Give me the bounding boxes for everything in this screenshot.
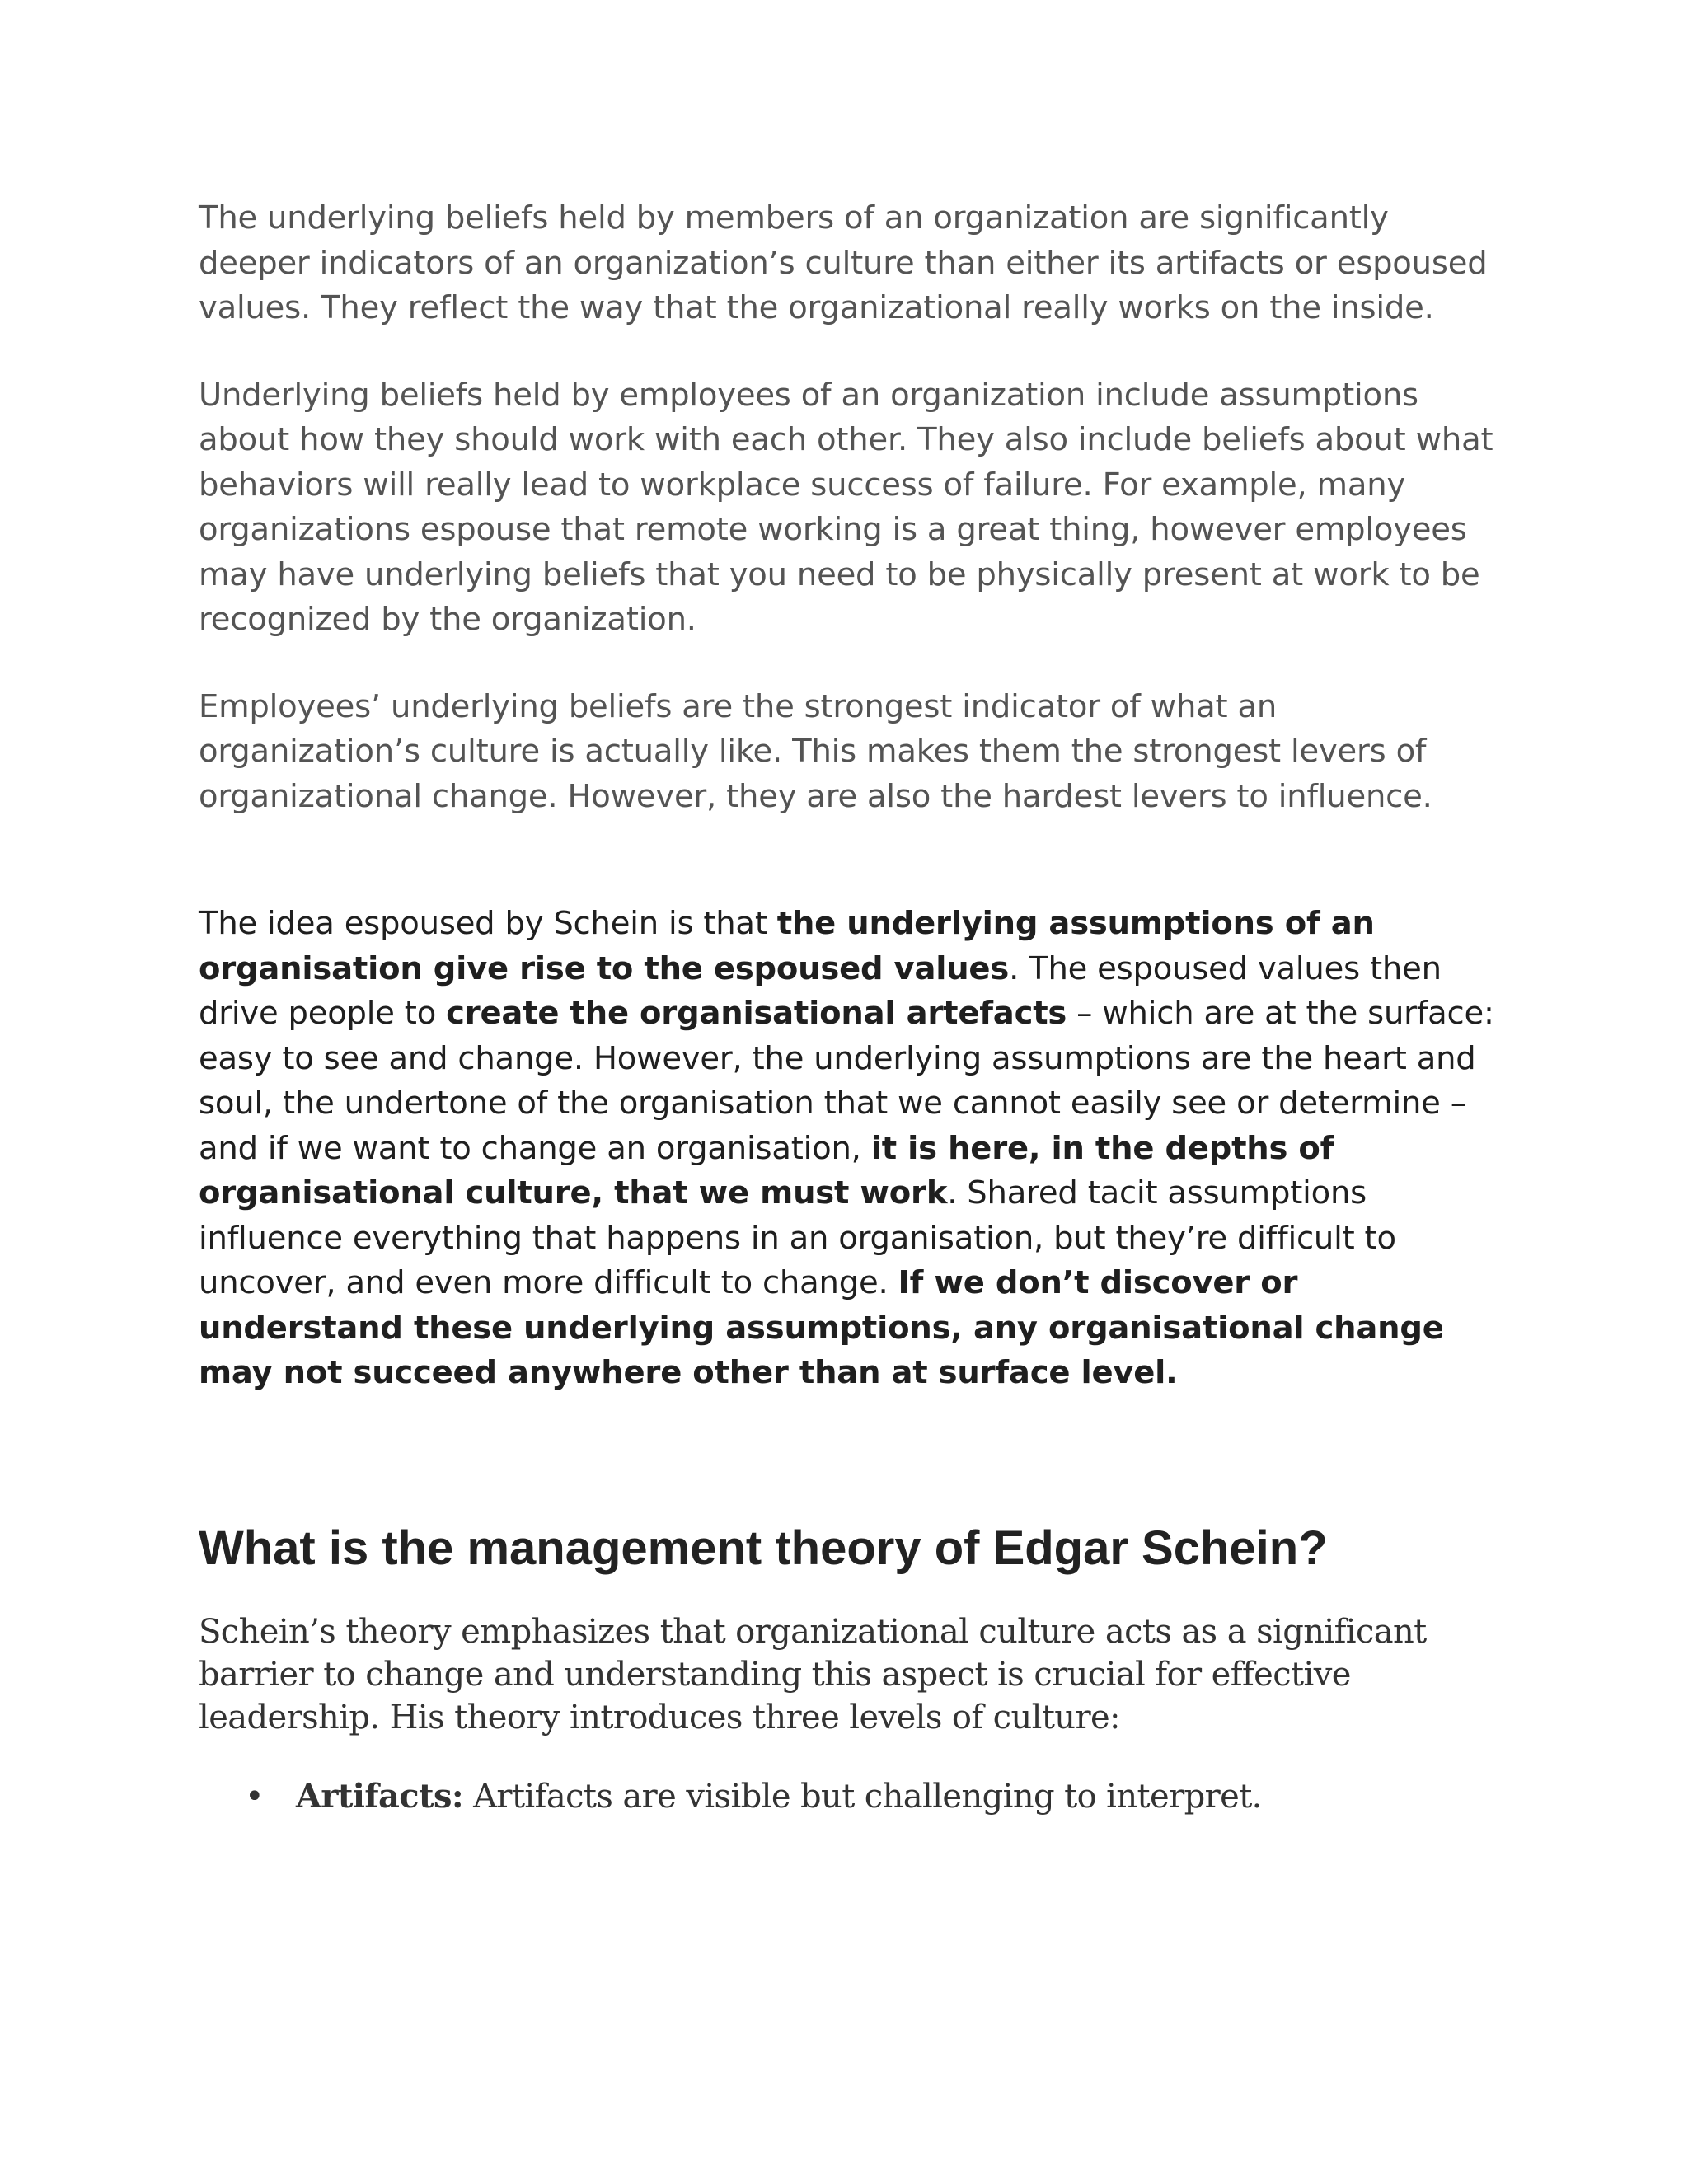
paragraph-schein-idea — [199, 902, 1501, 1396]
list-item-text: Artifacts are visible but challenging to interpret. — [463, 1777, 1262, 1816]
paragraph-strongest-indicator: Employees’ underlying beliefs are the strongest indicator of what an organization’s culture is actually like. This makes them the strongest levers of organizational change. However, they are also the hardest levers to influence. — [199, 687, 1432, 815]
list-item-term: Artifacts: — [296, 1776, 464, 1816]
section-intro: Schein’s theory emphasizes that organizational culture acts as a significant barrier to change and understanding this aspect is crucial for effective leadership. His theory introduces three levels of culture: — [199, 1612, 1427, 1736]
section-heading: What is the management theory of Edgar Schein? — [199, 1521, 1328, 1575]
bold-run: If we don’t discover or understand these underlying assumptions, any organisational change may not succeed anywhere other than at surface level. — [199, 1264, 1444, 1391]
text-run: . Shared tacit assumptions influence everything that happens in an organisation, but they’re difficult to uncover, and even more difficult to change. — [199, 1174, 1396, 1301]
bold-run: the underlying assumptions of an organisation give rise to the espoused values — [199, 905, 1375, 987]
paragraph-employee-assumptions: Underlying beliefs held by employees of an organization include assumptions about how they should work with each other. They also include beliefs about what behaviors will really lead to workplace success of failure. For example, many organizations espouse that remote working is a great thing, however employees may have underlying beliefs that you need to be physically present at work to be recognized by the organization. — [199, 376, 1493, 638]
list-item — [199, 1775, 1501, 1818]
bold-run: create the organisational artefacts — [446, 995, 1067, 1032]
paragraph-underlying-beliefs: The underlying beliefs held by members of an organization are significantly deeper indicators of an organization’s culture than either its artifacts or espoused values. They reflect the way that the organizational really works on the inside. — [199, 199, 1488, 326]
culture-levels-list — [199, 1775, 1501, 1818]
bullet-marker: • — [245, 1777, 264, 1816]
text-run: . The espoused values then drive people to — [199, 949, 1442, 1032]
text-run: The idea espoused by Schein is that — [199, 905, 777, 942]
text-run: – which are at the surface: easy to see and change. However, the underlying assumptions are the heart and soul, the undertone of the organisation that we cannot easily see or determine – and if we want to change an organisation, — [199, 995, 1494, 1167]
bold-run: it is here, in the depths of organisational culture, that we must work — [199, 1129, 1334, 1212]
document-page — [199, 196, 1501, 1818]
